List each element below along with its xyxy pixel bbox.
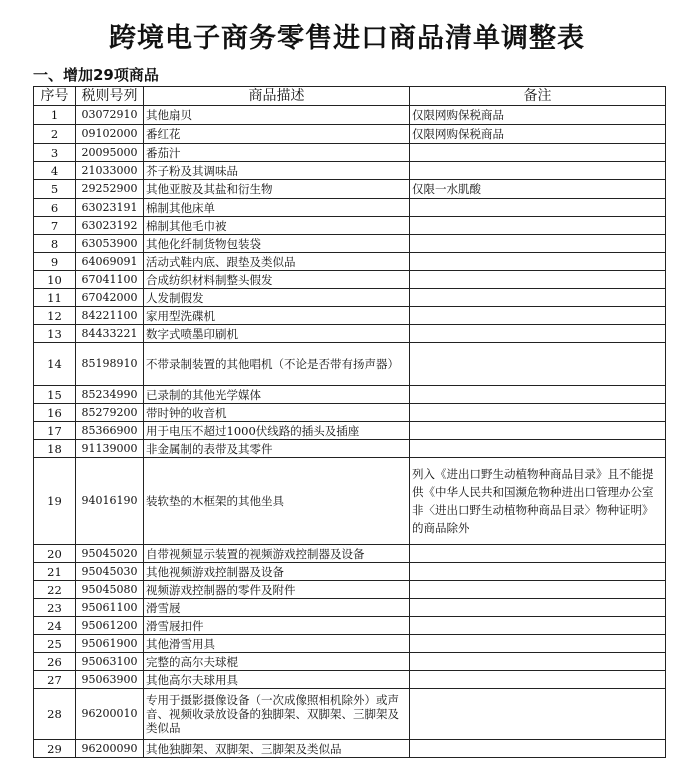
- cell-note: 仅限网购保税商品: [410, 125, 666, 144]
- cell-code: 85366900: [76, 422, 144, 440]
- cell-desc: 其他化纤制货物包装袋: [144, 235, 410, 253]
- cell-note: [410, 271, 666, 289]
- cell-code: 95045030: [76, 563, 144, 581]
- cell-seq: 3: [34, 144, 76, 162]
- cell-seq: 28: [34, 689, 76, 740]
- cell-code: 21033000: [76, 162, 144, 180]
- table-row: [34, 307, 666, 325]
- cell-seq: 10: [34, 271, 76, 289]
- table-row: [34, 422, 666, 440]
- cell-seq: 19: [34, 458, 76, 545]
- cell-code: 95061200: [76, 617, 144, 635]
- cell-seq: 16: [34, 404, 76, 422]
- table-row: [34, 599, 666, 617]
- cell-desc: 滑雪屐扣件: [144, 617, 410, 635]
- cell-desc: 其他扇贝: [144, 106, 410, 125]
- table-row: [34, 458, 666, 545]
- table-row: [34, 162, 666, 180]
- cell-code: 95063100: [76, 653, 144, 671]
- cell-desc: 已录制的其他光学媒体: [144, 386, 410, 404]
- cell-note: [410, 671, 666, 689]
- cell-seq: 26: [34, 653, 76, 671]
- cell-note: 列入《进出口野生动植物种商品目录》且不能提供《中华人民共和国濒危物种进出口管理办公室非〈进出口野生动植物种商品目录〉物种证明》的商品除外: [410, 458, 666, 545]
- cell-desc: 番茄汁: [144, 144, 410, 162]
- cell-note: [410, 253, 666, 271]
- table-row: [34, 545, 666, 563]
- cell-note: [410, 289, 666, 307]
- cell-seq: 24: [34, 617, 76, 635]
- cell-desc: 番红花: [144, 125, 410, 144]
- header-seq: 序号: [34, 87, 76, 106]
- cell-seq: 25: [34, 635, 76, 653]
- cell-code: 67041100: [76, 271, 144, 289]
- table-row: [34, 617, 666, 635]
- table-row: [34, 144, 666, 162]
- cell-code: 85198910: [76, 343, 144, 386]
- cell-code: 03072910: [76, 106, 144, 125]
- table-row: [34, 440, 666, 458]
- cell-desc: 合成纺织材料制整头假发: [144, 271, 410, 289]
- page-title: 跨境电子商务零售进口商品清单调整表: [109, 23, 585, 54]
- cell-note: [410, 545, 666, 563]
- table-row: [34, 125, 666, 144]
- cell-note: [410, 217, 666, 235]
- cell-code: 95063900: [76, 671, 144, 689]
- cell-note: [410, 653, 666, 671]
- cell-code: 96200010: [76, 689, 144, 740]
- table-row: [34, 635, 666, 653]
- cell-desc: 非金属制的表带及其零件: [144, 440, 410, 458]
- table-row: [34, 581, 666, 599]
- cell-note: [410, 404, 666, 422]
- cell-desc: 视频游戏控制器的零件及附件: [144, 581, 410, 599]
- cell-code: 94016190: [76, 458, 144, 545]
- table-row: [34, 180, 666, 199]
- table-row: [34, 199, 666, 217]
- table-row: [34, 217, 666, 235]
- cell-seq: 21: [34, 563, 76, 581]
- table-header-row: [34, 87, 666, 106]
- cell-seq: 2: [34, 125, 76, 144]
- cell-note: [410, 386, 666, 404]
- table-row: [34, 740, 666, 758]
- cell-desc: 完整的高尔夫球棍: [144, 653, 410, 671]
- cell-desc: 其他亚胺及其盐和衍生物: [144, 180, 410, 199]
- cell-seq: 17: [34, 422, 76, 440]
- cell-note: [410, 422, 666, 440]
- cell-seq: 22: [34, 581, 76, 599]
- header-code: 税则号列: [76, 87, 144, 106]
- cell-seq: 4: [34, 162, 76, 180]
- cell-note: [410, 581, 666, 599]
- header-desc: 商品描述: [144, 87, 410, 106]
- cell-desc: 人发制假发: [144, 289, 410, 307]
- cell-seq: 18: [34, 440, 76, 458]
- cell-seq: 9: [34, 253, 76, 271]
- cell-seq: 6: [34, 199, 76, 217]
- table-row: [34, 343, 666, 386]
- cell-seq: 11: [34, 289, 76, 307]
- cell-note: 仅限网购保税商品: [410, 106, 666, 125]
- cell-desc: 其他独脚架、双脚架、三脚架及类似品: [144, 740, 410, 758]
- cell-seq: 20: [34, 545, 76, 563]
- cell-note: [410, 144, 666, 162]
- cell-code: 63023192: [76, 217, 144, 235]
- table-row: [34, 689, 666, 740]
- cell-note: [410, 235, 666, 253]
- table-row: [34, 386, 666, 404]
- cell-note: [410, 307, 666, 325]
- cell-note: [410, 325, 666, 343]
- table-row: [34, 271, 666, 289]
- cell-desc: 带时钟的收音机: [144, 404, 410, 422]
- cell-note: 仅限一水肌酸: [410, 180, 666, 199]
- cell-code: 85279200: [76, 404, 144, 422]
- cell-code: 95061900: [76, 635, 144, 653]
- cell-desc: 滑雪屐: [144, 599, 410, 617]
- cell-note: [410, 162, 666, 180]
- cell-desc: 专用于摄影摄像设备（一次成像照相机除外）或声音、视频收录放设备的独脚架、双脚架、三脚架及类似品: [144, 689, 410, 740]
- cell-note: [410, 617, 666, 635]
- cell-desc: 家用型洗碟机: [144, 307, 410, 325]
- cell-note: [410, 199, 666, 217]
- table-row: [34, 563, 666, 581]
- cell-note: [410, 343, 666, 386]
- cell-desc: 自带视频显示装置的视频游戏控制器及设备: [144, 545, 410, 563]
- cell-code: 84433221: [76, 325, 144, 343]
- cell-note: [410, 563, 666, 581]
- cell-note: [410, 440, 666, 458]
- cell-code: 29252900: [76, 180, 144, 199]
- cell-desc: 用于电压不超过1000伏线路的插头及插座: [144, 422, 410, 440]
- cell-desc: 芥子粉及其调味品: [144, 162, 410, 180]
- cell-desc: 棉制其他床单: [144, 199, 410, 217]
- cell-desc: 不带录制装置的其他唱机（不论是否带有扬声器）: [144, 343, 410, 386]
- cell-code: 95061100: [76, 599, 144, 617]
- cell-note: [410, 599, 666, 617]
- cell-code: 96200090: [76, 740, 144, 758]
- cell-code: 20095000: [76, 144, 144, 162]
- cell-desc: 装软垫的木框架的其他坐具: [144, 458, 410, 545]
- cell-seq: 12: [34, 307, 76, 325]
- section-heading: 一、增加29项商品: [33, 66, 159, 84]
- cell-desc: 其他滑雪用具: [144, 635, 410, 653]
- cell-seq: 5: [34, 180, 76, 199]
- cell-code: 64069091: [76, 253, 144, 271]
- table-row: [34, 289, 666, 307]
- table-row: [34, 235, 666, 253]
- cell-note: [410, 689, 666, 740]
- cell-code: 95045020: [76, 545, 144, 563]
- cell-seq: 23: [34, 599, 76, 617]
- cell-note: [410, 635, 666, 653]
- cell-desc: 活动式鞋内底、跟垫及类似品: [144, 253, 410, 271]
- cell-seq: 13: [34, 325, 76, 343]
- cell-desc: 其他高尔夫球用具: [144, 671, 410, 689]
- header-note: 备注: [410, 87, 666, 106]
- cell-seq: 15: [34, 386, 76, 404]
- cell-seq: 27: [34, 671, 76, 689]
- product-table: [33, 86, 666, 758]
- table-row: [34, 404, 666, 422]
- cell-seq: 29: [34, 740, 76, 758]
- cell-desc: 其他视频游戏控制器及设备: [144, 563, 410, 581]
- cell-code: 91139000: [76, 440, 144, 458]
- cell-seq: 14: [34, 343, 76, 386]
- cell-code: 85234990: [76, 386, 144, 404]
- cell-seq: 1: [34, 106, 76, 125]
- table-row: [34, 671, 666, 689]
- table-row: [34, 253, 666, 271]
- cell-code: 63053900: [76, 235, 144, 253]
- table-row: [34, 653, 666, 671]
- cell-note: [410, 740, 666, 758]
- cell-code: 95045080: [76, 581, 144, 599]
- cell-seq: 8: [34, 235, 76, 253]
- cell-seq: 7: [34, 217, 76, 235]
- cell-code: 63023191: [76, 199, 144, 217]
- cell-desc: 数字式喷墨印刷机: [144, 325, 410, 343]
- cell-desc: 棉制其他毛巾被: [144, 217, 410, 235]
- table-row: [34, 106, 666, 125]
- table-row: [34, 325, 666, 343]
- cell-code: 84221100: [76, 307, 144, 325]
- cell-code: 09102000: [76, 125, 144, 144]
- cell-code: 67042000: [76, 289, 144, 307]
